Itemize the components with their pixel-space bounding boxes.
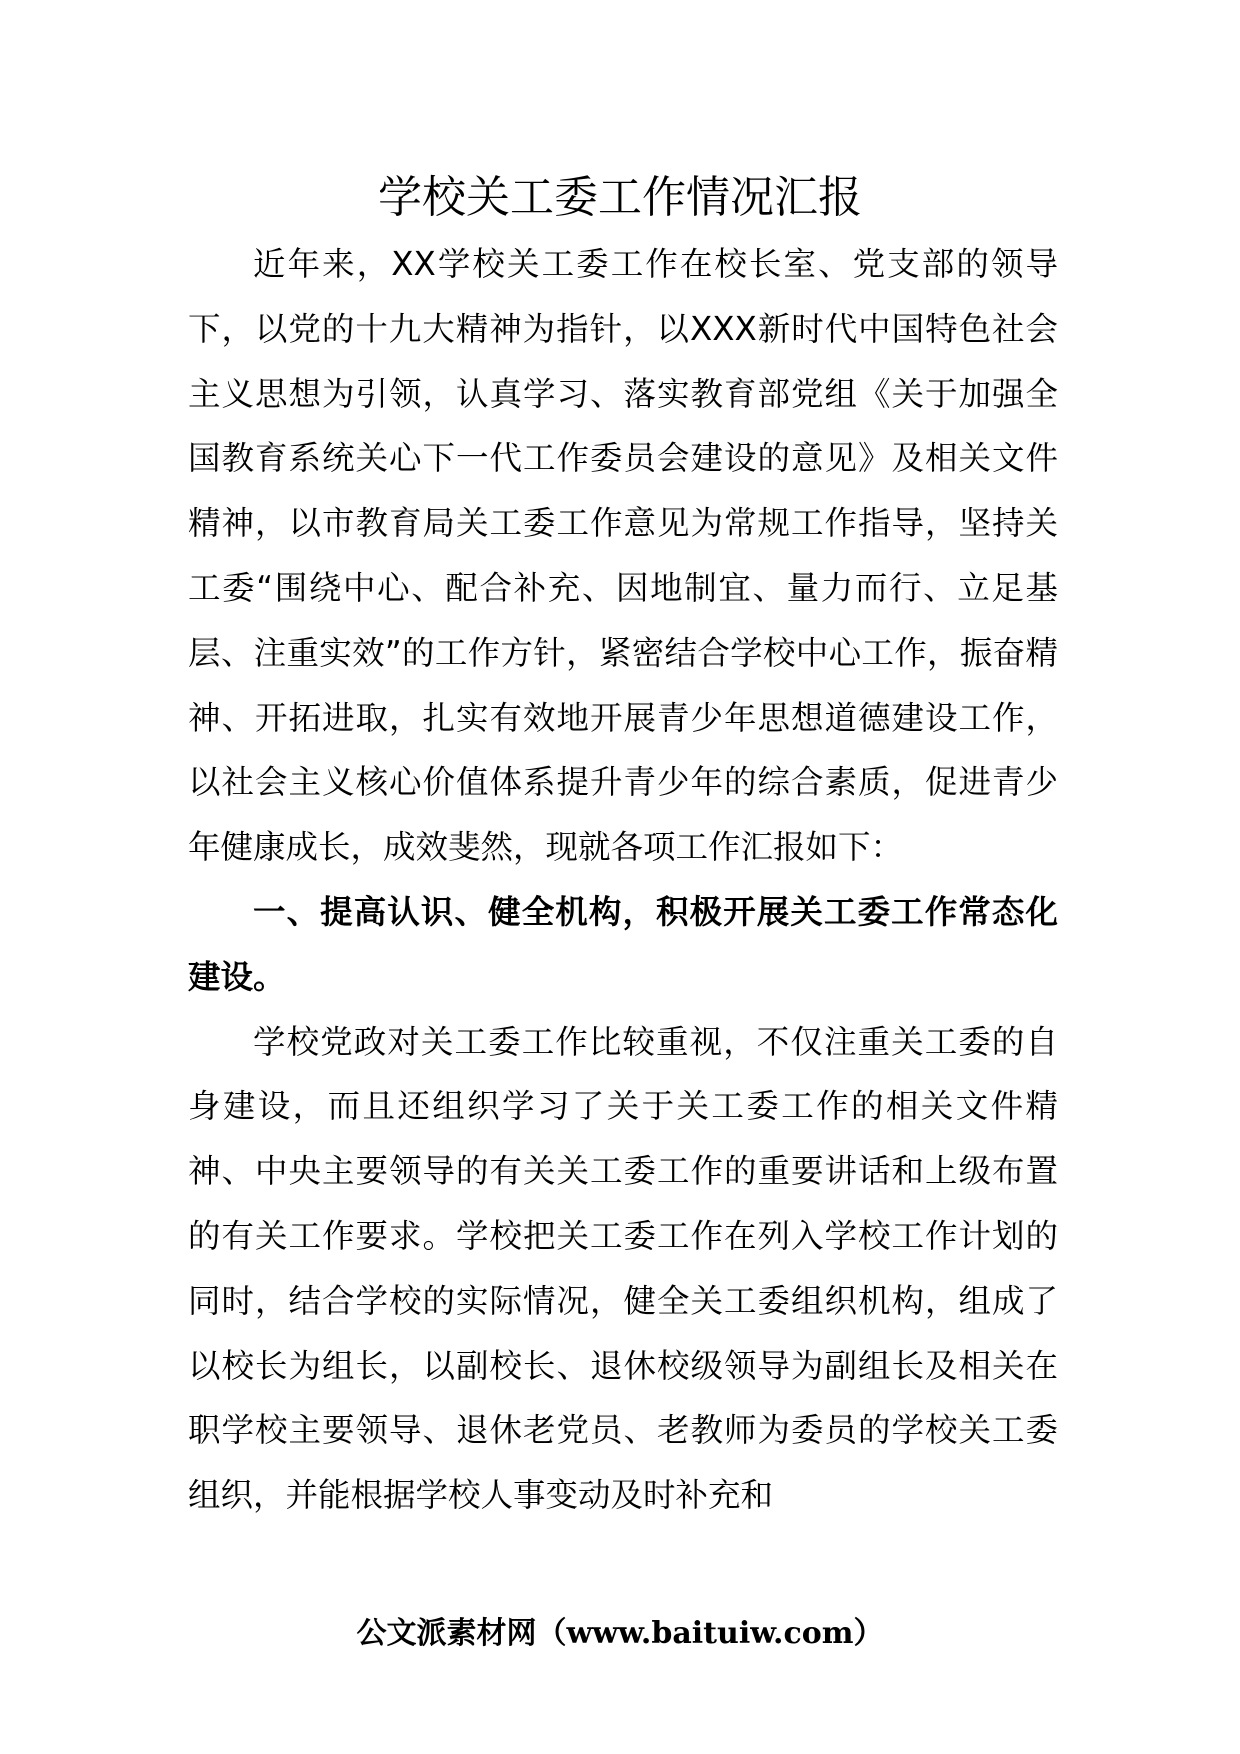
document-body [188, 232, 1058, 1528]
paragraph-section-1: 学校党政对关工委工作比较重视，不仅注重关工委的自身建设，而且还组织学习了关于关工委工作的相关文件精神、中央主要领导的有关关工委工作的重要讲话和上级布置的有关工作要求。学校把关工委工作在列入学校工作计划的同时，结合学校的实际情况，健全关工委组织机构，组成了以校长为组长，以副校长、退休校级领导为副组长及相关在职学校主要领导、退休老党员、老教师为委员的学校关工委组织，并能根据学校人事变动及时补充和 [188, 1022, 1058, 1515]
paragraph-intro: 近年来，XX学校关工委工作在校长室、党支部的领导下，以党的十九大精神为指针，以XXX新时代中国特色社会主义思想为引领，认真学习、落实教育部党组《关于加强全国教育系统关心下一代工作委员会建设的意见》及相关文件精神，以市教育局关工委工作意见为常规工作指导，坚持关工委“围绕中心、配合补充、因地制宜、量力而行、立足基层、注重实效”的工作方针，紧密结合学校中心工作，振奋精神、开拓进取，扎实有效地开展青少年思想道德建设工作，以社会主义核心价值体系提升青少年的综合素质，促进青少年健康成长，成效斐然，现就各项工作汇报如下： [188, 245, 1058, 867]
footer-watermark: 公文派素材网（www.baituiw.com） [356, 1616, 884, 1651]
section-heading-1: 一、提高认识、健全机构，积极开展关工委工作常态化建设。 [188, 892, 1058, 996]
document-title: 学校关工委工作情况汇报 [378, 172, 862, 223]
